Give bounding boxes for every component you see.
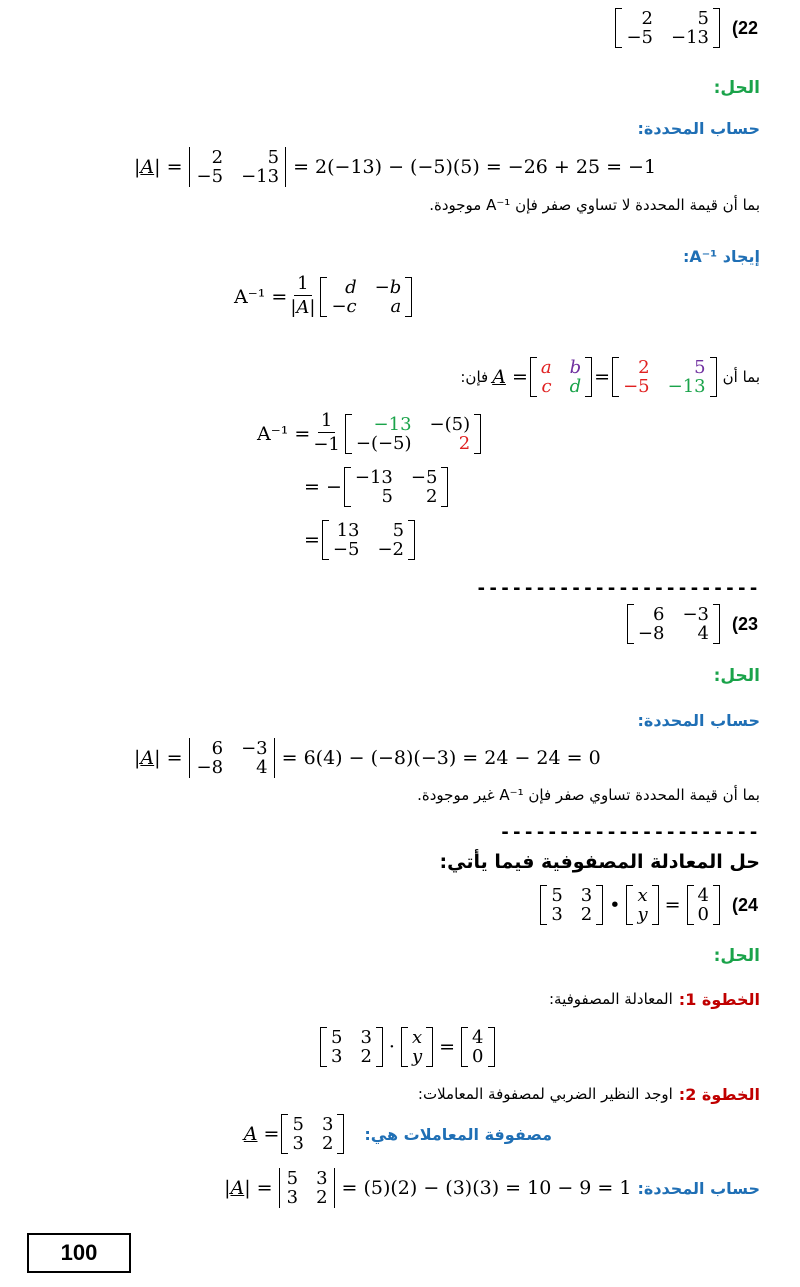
inverse-step-2 xyxy=(304,467,450,507)
fraction-den: −1 xyxy=(313,434,340,455)
q24-det-line xyxy=(224,1168,760,1208)
step-text: المعادلة المصفوفية: xyxy=(548,990,673,1008)
det-lhs: |A| = xyxy=(134,747,183,769)
matrix-cell: d xyxy=(569,376,582,397)
matrix-cell: 5 xyxy=(267,147,280,168)
q24-coef-line xyxy=(244,1114,552,1154)
det-label: حساب المحددة: xyxy=(637,1178,760,1198)
q22-solution-label: الحل: xyxy=(713,78,760,98)
matrix-cell: 0 xyxy=(697,904,709,925)
matrix-cell: 3 xyxy=(292,1133,304,1154)
q23-header xyxy=(625,604,758,644)
q23-det-label: حساب المحددة: xyxy=(637,711,760,730)
matrix-cell: −3 xyxy=(241,738,268,759)
dot-operator: • xyxy=(609,894,621,916)
matrix-cell: 5 xyxy=(551,885,563,906)
q24-solution-label: الحل: xyxy=(713,946,760,966)
step-prefix: = xyxy=(304,529,320,551)
matrix-cell: 2 xyxy=(638,357,650,378)
step-label: الخطوة 2: xyxy=(678,1085,760,1104)
matrix-cell: −b xyxy=(374,276,402,298)
q24-step2 xyxy=(418,1085,760,1104)
matrix-cell: 2 xyxy=(316,1187,328,1208)
det-lhs: |A| = xyxy=(134,156,183,178)
matrix-cell: a xyxy=(390,295,402,317)
matrix-cell: 5 xyxy=(331,1027,343,1048)
det-rhs: = 2(−13) − (−5)(5) = −26 + 25 = −1 xyxy=(293,156,657,178)
matrix-cell: −5 xyxy=(626,27,653,48)
matrix-cell: 5 xyxy=(292,1114,304,1135)
matrix-cell: d xyxy=(345,276,357,298)
inverse-step-1 xyxy=(257,410,483,457)
then-text: فإن: xyxy=(460,368,489,386)
step-lhs: A⁻¹ = xyxy=(257,422,311,445)
matrix-cell: 2 xyxy=(458,432,471,454)
matrix-cell: −13 xyxy=(373,413,412,435)
since-text: بما أن xyxy=(722,368,760,386)
matrix-cell: y xyxy=(637,904,648,925)
matrix-cell: 3 xyxy=(580,885,593,906)
matrix-cell: 2 xyxy=(211,147,224,168)
q22-det-label: حساب المحددة: xyxy=(637,119,760,138)
q24-number: (24 xyxy=(731,894,758,915)
matrix-cell: −5 xyxy=(410,467,438,488)
matrix-cell: 3 xyxy=(321,1114,334,1135)
matrix-cell: c xyxy=(541,376,552,397)
matrix-cell: −3 xyxy=(682,604,709,625)
matrix-cell: x xyxy=(637,885,648,906)
matrix-cell: 2 xyxy=(641,8,653,29)
matrix-cell: −8 xyxy=(196,757,224,778)
det-lhs: |A| = xyxy=(224,1177,273,1199)
matrix-cell: 3 xyxy=(551,904,563,925)
q23-not-exists-text: بما أن قيمة المحددة تساوي صفر فإن A⁻¹ غير موجودة. xyxy=(417,786,760,804)
dot-operator: · xyxy=(388,1036,395,1058)
page-number: 100 xyxy=(27,1233,131,1273)
separator: ---------------------- xyxy=(499,822,760,843)
matrix-cell: 2 xyxy=(360,1046,372,1067)
matrix-cell: 4 xyxy=(697,885,709,906)
inverse-formula xyxy=(234,273,414,320)
matrix-cell: −(5) xyxy=(429,413,471,435)
since-equation: A = a b c d = 2 5 −5 −13 xyxy=(492,357,718,397)
matrix-cell: −13 xyxy=(670,27,709,48)
q24-instruction: حل المعادلة المصفوفية فيما يأتي: xyxy=(439,851,760,873)
matrix-cell: 5 xyxy=(392,520,405,541)
matrix-A: A xyxy=(492,366,506,388)
q23-det-line xyxy=(134,738,601,778)
coef-equation: A = 5 3 3 2 xyxy=(244,1114,347,1154)
matrix-cell: b xyxy=(569,357,582,378)
matrix-cell: 6 xyxy=(211,738,224,759)
matrix-cell: 4 xyxy=(256,757,268,778)
q24-equation: 5 3 3 2 • x y = 4 0 xyxy=(538,885,722,925)
det-equation xyxy=(224,1168,631,1208)
q22-det-line xyxy=(134,147,656,187)
matrix-cell: x xyxy=(411,1027,423,1048)
q24-step1 xyxy=(549,990,760,1009)
step-prefix: = − xyxy=(304,476,342,498)
step-label: الخطوة 1: xyxy=(678,990,760,1009)
q22-find-label: إيجاد A⁻¹: xyxy=(682,247,760,266)
matrix-cell: a xyxy=(540,357,552,378)
matrix-A: A xyxy=(243,1123,258,1145)
det-rhs: = (5)(2) − (3)(3) = 10 − 9 = 1 xyxy=(341,1177,632,1199)
matrix-cell: 5 xyxy=(286,1168,299,1189)
matrix-cell: 5 xyxy=(694,357,706,378)
matrix-cell: y xyxy=(411,1046,423,1067)
matrix-cell: −c xyxy=(331,295,357,317)
matrix-cell: 2 xyxy=(425,486,438,507)
step-text: اوجد النظير الضربي لمصفوفة المعاملات: xyxy=(417,1085,673,1103)
coef-label: مصفوفة المعاملات هي: xyxy=(364,1124,552,1144)
matrix-cell: 13 xyxy=(336,520,360,541)
since-line xyxy=(460,357,760,397)
matrix-cell: 3 xyxy=(331,1046,343,1067)
det-rhs: = 6(4) − (−8)(−3) = 24 − 24 = 0 xyxy=(281,747,601,769)
q23-solution-label: الحل: xyxy=(713,666,760,686)
matrix-cell: 4 xyxy=(472,1027,484,1048)
matrix-cell: 5 xyxy=(381,486,393,507)
q24-step1-equation: 5 3 3 2 · x y = 4 0 xyxy=(318,1027,497,1067)
matrix-cell: −5 xyxy=(332,539,360,560)
matrix-cell: 2 xyxy=(321,1133,334,1154)
matrix-cell: 2 xyxy=(580,904,593,925)
matrix-cell: −2 xyxy=(377,539,405,560)
matrix-cell: −13 xyxy=(667,376,706,397)
matrix-cell: 0 xyxy=(472,1046,484,1067)
q22-matrix xyxy=(613,8,722,48)
matrix-cell: −(−5) xyxy=(355,432,412,454)
q23-number: (23 xyxy=(731,613,758,634)
matrix-cell: 4 xyxy=(697,623,709,644)
fraction-num: 1 xyxy=(318,410,335,433)
matrix-cell: 3 xyxy=(360,1027,372,1048)
matrix-cell: −13 xyxy=(354,467,393,488)
inverse-step-3 xyxy=(304,520,417,560)
matrix-cell: −8 xyxy=(637,623,665,644)
q22-header xyxy=(613,8,758,48)
matrix-cell: −5 xyxy=(623,376,650,397)
q22-exists-text: بما أن قيمة المحددة لا تساوي صفر فإن A⁻¹ موجودة. xyxy=(429,196,760,214)
fraction-num: 1 xyxy=(294,273,311,296)
separator: ------------------------ xyxy=(475,578,760,599)
matrix-cell: −13 xyxy=(241,166,280,187)
matrix-cell: 3 xyxy=(286,1187,299,1208)
matrix-cell: 6 xyxy=(652,604,665,625)
matrix-cell: 3 xyxy=(316,1168,328,1189)
fraction-den: |A| xyxy=(290,297,316,318)
matrix-cell: 5 xyxy=(697,8,709,29)
matrix-cell: −5 xyxy=(196,166,224,187)
formula-lhs: A⁻¹ = xyxy=(234,285,288,308)
q24-header xyxy=(538,885,758,925)
q23-matrix xyxy=(625,604,722,644)
q22-number: (22 xyxy=(731,17,758,38)
